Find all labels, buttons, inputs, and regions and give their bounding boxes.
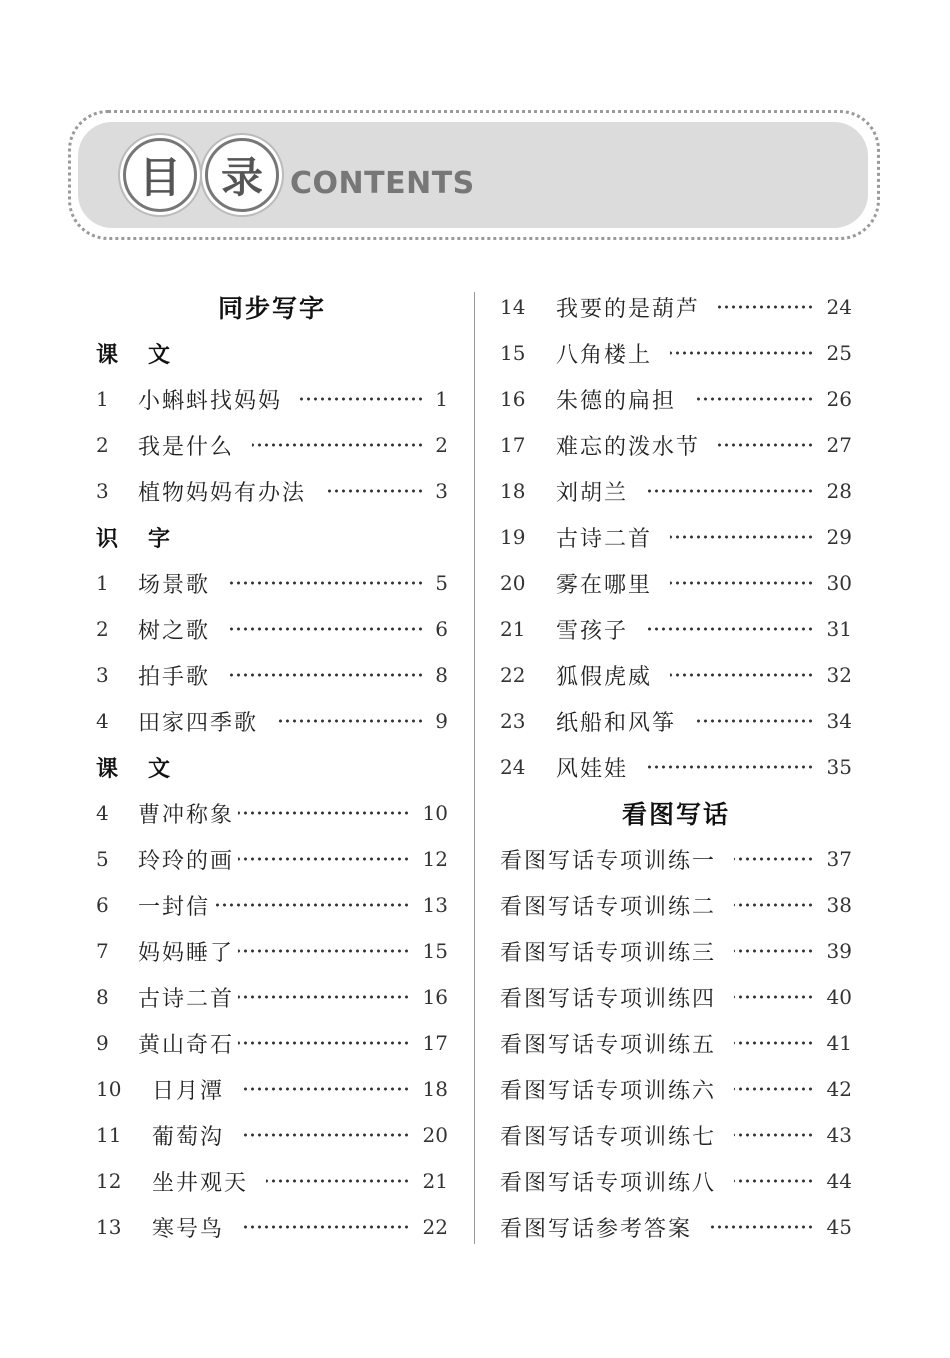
toc-entry[interactable]	[96, 1112, 448, 1158]
toc-entry[interactable]	[96, 376, 448, 422]
entry-title: 风娃娃	[556, 756, 629, 782]
entry-page: 18	[422, 1077, 448, 1101]
entry-number: 24	[500, 755, 526, 779]
entry-title: 小蝌蚪找妈妈	[138, 388, 283, 414]
entry-page: 31	[826, 617, 852, 641]
entry-title: 寒号鸟	[152, 1216, 225, 1242]
leader-dots	[238, 948, 410, 954]
leader-dots	[324, 488, 424, 494]
entry-page: 41	[826, 1031, 852, 1055]
toc-entry[interactable]	[96, 790, 448, 836]
leader-dots	[238, 810, 410, 816]
entry-number: 4	[96, 709, 109, 733]
entry-title: 坐井观天	[152, 1170, 249, 1196]
toc-entry[interactable]	[500, 330, 852, 376]
entry-page: 1	[435, 387, 448, 411]
toc-entry[interactable]	[500, 652, 852, 698]
leader-dots	[228, 672, 424, 678]
toc-entry[interactable]	[500, 928, 852, 974]
entry-page: 8	[435, 663, 448, 687]
entry-page: 12	[422, 847, 448, 871]
entry-title: 看图写话专项训练四	[500, 986, 717, 1012]
entry-title: 看图写话专项训练二	[500, 894, 717, 920]
entry-number: 6	[96, 893, 109, 917]
toc-entry[interactable]	[96, 606, 448, 652]
entry-title: 我是什么	[138, 434, 235, 460]
entry-number: 23	[500, 709, 526, 733]
leader-dots	[228, 580, 424, 586]
entry-title: 玲玲的画	[138, 848, 235, 874]
toc-entry[interactable]	[96, 974, 448, 1020]
entry-number: 4	[96, 801, 109, 825]
toc-entry[interactable]	[500, 1112, 852, 1158]
entry-page: 35	[826, 755, 852, 779]
leader-dots	[238, 1040, 410, 1046]
toc-entry[interactable]	[96, 698, 448, 744]
header-char-lu: 录	[205, 138, 279, 212]
entry-title: 看图写话专项训练八	[500, 1170, 717, 1196]
entry-page: 28	[826, 479, 852, 503]
toc-entry[interactable]	[96, 1204, 448, 1250]
toc-entry[interactable]	[500, 1204, 852, 1250]
leader-dots	[214, 902, 410, 908]
leader-dots	[252, 442, 424, 448]
entry-page: 37	[826, 847, 852, 871]
leader-dots	[242, 1086, 410, 1092]
leader-dots	[300, 396, 424, 402]
toc-entry[interactable]	[500, 744, 852, 790]
leader-dots	[734, 902, 814, 908]
entry-number: 1	[96, 571, 109, 595]
entry-page: 38	[826, 893, 852, 917]
entry-number: 14	[500, 295, 526, 319]
entry-title: 雾在哪里	[556, 572, 653, 598]
entry-number: 20	[500, 571, 526, 595]
entry-page: 16	[422, 985, 448, 1009]
entry-page: 24	[826, 295, 852, 319]
category-char: 文	[148, 756, 171, 782]
entry-title: 妈妈睡了	[138, 940, 235, 966]
entry-page: 10	[422, 801, 448, 825]
leader-dots	[646, 626, 814, 632]
toc-right-column	[500, 284, 852, 1250]
leader-dots	[734, 1086, 814, 1092]
entry-title: 雪孩子	[556, 618, 629, 644]
entry-page: 40	[826, 985, 852, 1009]
entry-number: 3	[96, 663, 109, 687]
entry-title: 刘胡兰	[556, 480, 629, 506]
entry-page: 30	[826, 571, 852, 595]
toc-entry[interactable]	[500, 1020, 852, 1066]
entry-number: 5	[96, 847, 109, 871]
toc-entry[interactable]	[500, 698, 852, 744]
toc-entry[interactable]	[500, 514, 852, 560]
toc-entry[interactable]	[500, 1158, 852, 1204]
toc-entry[interactable]	[500, 974, 852, 1020]
category-char: 课	[96, 342, 119, 368]
toc-entry[interactable]	[96, 468, 448, 514]
entry-page: 39	[826, 939, 852, 963]
category-kewen-1	[96, 330, 448, 376]
entry-page: 5	[435, 571, 448, 595]
toc-entry[interactable]	[96, 560, 448, 606]
toc-entry[interactable]	[96, 652, 448, 698]
entry-title: 朱德的扁担	[556, 388, 677, 414]
leader-dots	[718, 442, 814, 448]
entry-page: 15	[422, 939, 448, 963]
toc-entry[interactable]	[500, 1066, 852, 1112]
leader-dots	[238, 856, 410, 862]
entry-title: 看图写话专项训练一	[500, 848, 717, 874]
entry-page: 43	[826, 1123, 852, 1147]
entry-number: 21	[500, 617, 526, 641]
entry-page: 45	[826, 1215, 852, 1239]
entry-page: 44	[826, 1169, 852, 1193]
entry-number: 8	[96, 985, 109, 1009]
entry-page: 2	[435, 433, 448, 457]
toc-entry[interactable]	[96, 1158, 448, 1204]
entry-number: 17	[500, 433, 526, 457]
toc-entry[interactable]	[500, 882, 852, 928]
entry-title: 古诗二首	[138, 986, 235, 1012]
entry-page: 22	[422, 1215, 448, 1239]
entry-title: 难忘的泼水节	[556, 434, 701, 460]
leader-dots	[710, 1224, 814, 1230]
toc-entry[interactable]	[500, 836, 852, 882]
leader-dots	[238, 994, 410, 1000]
entry-title: 曹冲称象	[138, 802, 235, 828]
contents-label: CONTENTS	[290, 166, 475, 201]
entry-number: 11	[96, 1123, 122, 1147]
entry-number: 10	[96, 1077, 122, 1101]
leader-dots	[266, 1178, 410, 1184]
entry-title: 古诗二首	[556, 526, 653, 552]
entry-page: 27	[826, 433, 852, 457]
leader-dots	[670, 350, 814, 356]
section-title-kantu: 看图写话	[621, 800, 730, 829]
entry-page: 26	[826, 387, 852, 411]
entry-number: 3	[96, 479, 109, 503]
leader-dots	[694, 396, 814, 402]
leader-dots	[242, 1224, 410, 1230]
entry-title: 葡萄沟	[152, 1124, 225, 1150]
toc-entry[interactable]	[96, 836, 448, 882]
leader-dots	[276, 718, 424, 724]
entry-number: 22	[500, 663, 526, 687]
entry-page: 32	[826, 663, 852, 687]
entry-title: 树之歌	[138, 618, 211, 644]
leader-dots	[646, 488, 814, 494]
category-shizi	[96, 514, 448, 560]
leader-dots	[734, 994, 814, 1000]
entry-title: 场景歌	[138, 572, 211, 598]
entry-page: 20	[422, 1123, 448, 1147]
entry-number: 9	[96, 1031, 109, 1055]
entry-title: 八角楼上	[556, 342, 653, 368]
leader-dots	[734, 1040, 814, 1046]
toc-entry[interactable]	[500, 560, 852, 606]
leader-dots	[670, 580, 814, 586]
entry-title: 看图写话专项训练七	[500, 1124, 717, 1150]
entry-title: 日月潭	[152, 1078, 225, 1104]
entry-title: 纸船和风筝	[556, 710, 677, 736]
leader-dots	[670, 534, 814, 540]
entry-title: 狐假虎威	[556, 664, 653, 690]
entry-number: 1	[96, 387, 109, 411]
header-char-mu: 目	[123, 138, 197, 212]
leader-dots	[242, 1132, 410, 1138]
toc-entry[interactable]	[500, 606, 852, 652]
section-title-tongbu: 同步写字	[217, 294, 326, 323]
toc-entry[interactable]	[96, 1020, 448, 1066]
toc-entry[interactable]	[96, 928, 448, 974]
entry-page: 34	[826, 709, 852, 733]
entry-number: 2	[96, 617, 109, 641]
entry-title: 我要的是葫芦	[556, 296, 701, 322]
entry-page: 13	[422, 893, 448, 917]
leader-dots	[670, 672, 814, 678]
category-char: 文	[148, 342, 171, 368]
entry-page: 6	[435, 617, 448, 641]
toc-entry[interactable]	[96, 422, 448, 468]
leader-dots	[228, 626, 424, 632]
entry-title: 植物妈妈有办法	[138, 480, 307, 506]
entry-page: 9	[435, 709, 448, 733]
entry-number: 16	[500, 387, 526, 411]
entry-page: 25	[826, 341, 852, 365]
entry-number: 13	[96, 1215, 122, 1239]
entry-page: 29	[826, 525, 852, 549]
leader-dots	[734, 948, 814, 954]
toc-entry[interactable]	[96, 882, 448, 928]
entry-page: 42	[826, 1077, 852, 1101]
column-divider	[474, 292, 475, 1244]
entry-number: 18	[500, 479, 526, 503]
entry-number: 7	[96, 939, 109, 963]
entry-number: 15	[500, 341, 526, 365]
entry-title: 看图写话专项训练三	[500, 940, 717, 966]
entry-title: 拍手歌	[138, 664, 211, 690]
leader-dots	[646, 764, 814, 770]
toc-entry[interactable]	[500, 284, 852, 330]
leader-dots	[718, 304, 814, 310]
category-kewen-2	[96, 744, 448, 790]
leader-dots	[734, 1178, 814, 1184]
entry-number: 12	[96, 1169, 122, 1193]
toc-entry[interactable]	[96, 1066, 448, 1112]
leader-dots	[734, 1132, 814, 1138]
leader-dots	[694, 718, 814, 724]
category-char: 识	[96, 526, 119, 552]
entry-page: 17	[422, 1031, 448, 1055]
entry-title: 一封信	[138, 894, 211, 920]
entry-title: 看图写话参考答案	[500, 1216, 693, 1242]
toc-entry[interactable]	[500, 376, 852, 422]
toc-left-column	[96, 284, 448, 1250]
entry-title: 黄山奇石	[138, 1032, 235, 1058]
entry-page: 21	[422, 1169, 448, 1193]
leader-dots	[734, 856, 814, 862]
category-char: 字	[148, 526, 171, 552]
category-char: 课	[96, 756, 119, 782]
entry-title: 看图写话专项训练六	[500, 1078, 717, 1104]
toc-entry[interactable]	[500, 468, 852, 514]
entry-page: 3	[435, 479, 448, 503]
toc-entry[interactable]	[500, 422, 852, 468]
entry-number: 2	[96, 433, 109, 457]
entry-title: 田家四季歌	[138, 710, 259, 736]
entry-title: 看图写话专项训练五	[500, 1032, 717, 1058]
entry-number: 19	[500, 525, 526, 549]
